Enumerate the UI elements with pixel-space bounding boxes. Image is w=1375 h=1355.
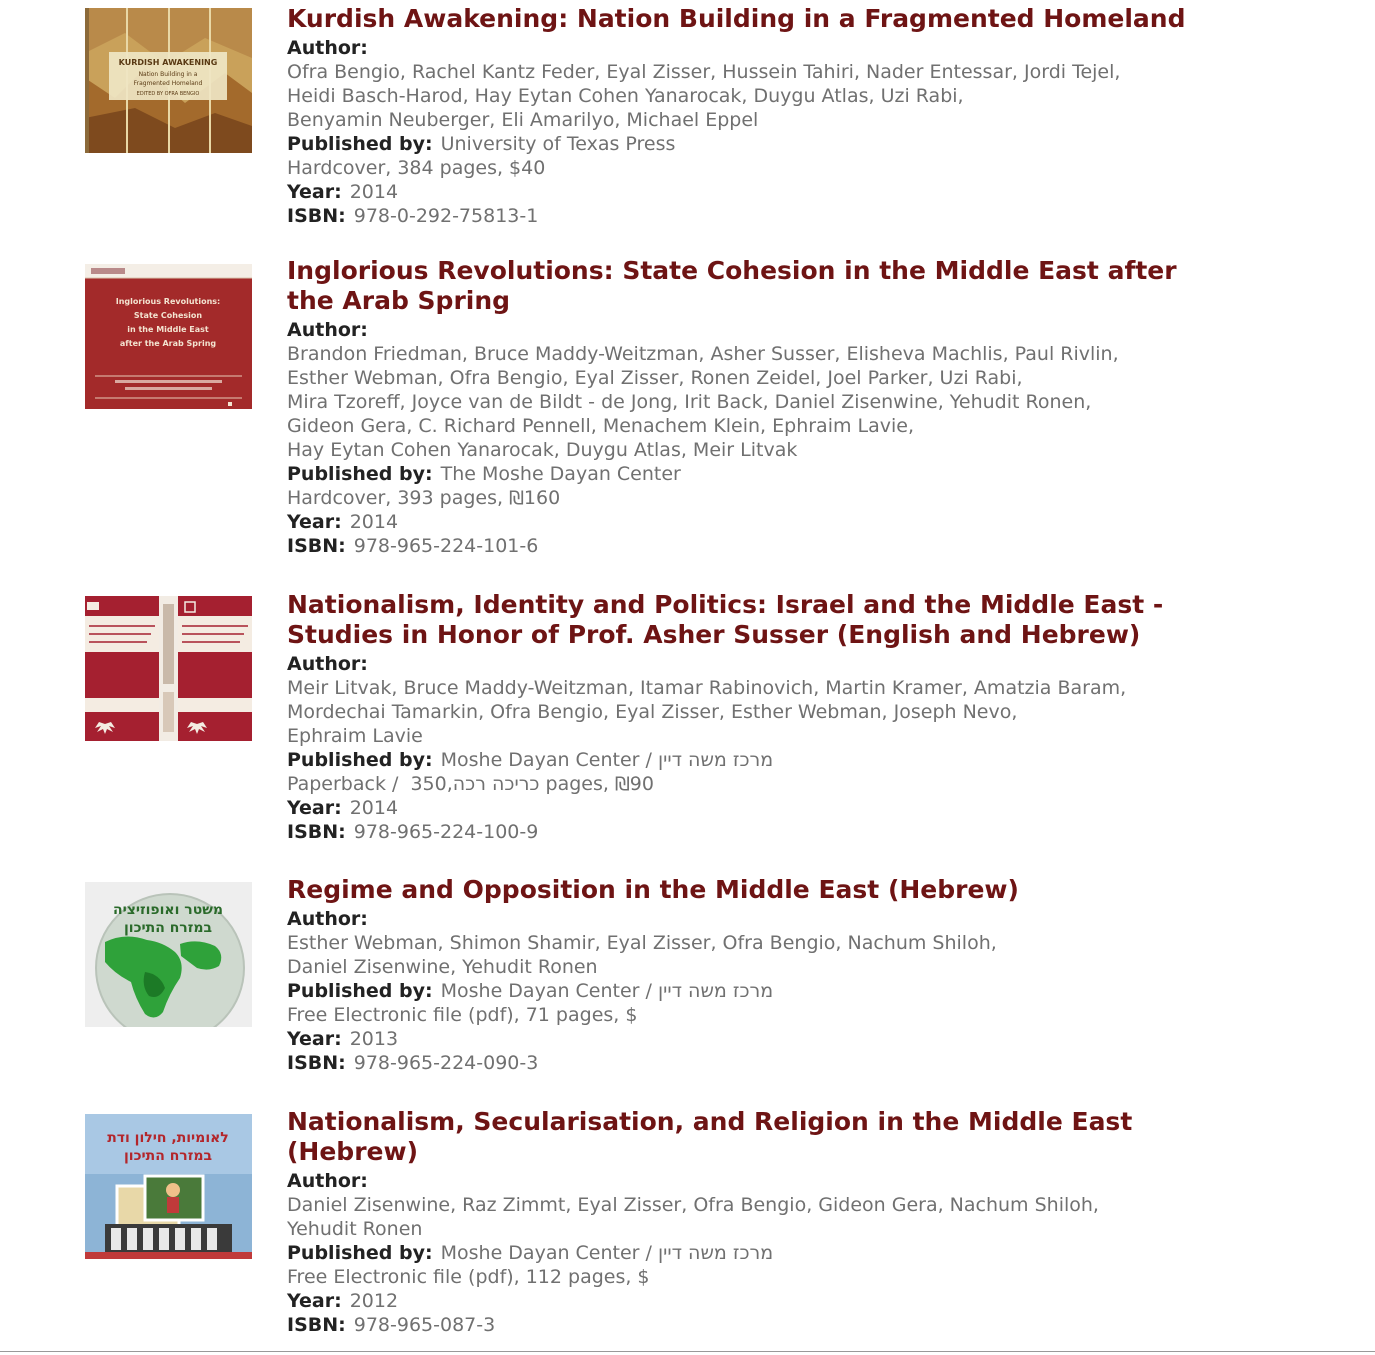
book-cover-image[interactable] xyxy=(85,596,252,741)
price-value: $ xyxy=(637,1266,650,1288)
cover-text: משטר ואופוזיציה xyxy=(113,902,223,918)
author-line: Yehudit Ronen xyxy=(287,1218,423,1240)
cover-text: במזרח התיכון xyxy=(123,920,213,936)
price-value: $ xyxy=(625,1004,638,1026)
cover-text: after the Arab Spring xyxy=(119,339,217,348)
cover-text: Fragmented Homeland xyxy=(133,80,203,87)
cover-nationalism-identity-politics[interactable] xyxy=(85,596,252,741)
publisher-row xyxy=(287,1241,1287,1265)
isbn-value: 978-965-224-101-6 xyxy=(353,535,539,557)
pages-value: 350 pages, xyxy=(410,773,609,795)
publisher-row xyxy=(287,979,1287,1003)
author-label-row xyxy=(287,907,1287,931)
cover-text: במזרח התיכון xyxy=(123,1148,213,1164)
author-line: Mira Tzoreff, Joyce van de Bildt - de Jong, Irit Back, Daniel Zisenwine, Yehudit Ronen, xyxy=(287,391,1092,413)
year-label: Year: xyxy=(287,511,342,533)
author-line: Mordechai Tamarkin, Ofra Bengio, Eyal Zisser, Esther Webman, Joseph Nevo, xyxy=(287,701,1018,723)
year-label: Year: xyxy=(287,1028,342,1050)
publisher-value: The Moshe Dayan Center xyxy=(440,463,681,485)
year-value: 2012 xyxy=(349,1290,399,1312)
format-row xyxy=(287,1265,1287,1289)
publisher-row xyxy=(287,462,1287,486)
cover-regime-opposition[interactable] xyxy=(85,882,252,1027)
isbn-row xyxy=(287,1313,1287,1337)
author-line: Brandon Friedman, Bruce Maddy-Weitzman, Asher Susser, Elisheva Machlis, Paul Rivlin, xyxy=(287,343,1119,365)
author-label-row xyxy=(287,36,1287,60)
book-title-link[interactable] xyxy=(287,1107,1287,1167)
book-cover-image[interactable] xyxy=(85,8,252,153)
publisher-row xyxy=(287,748,1287,772)
isbn-value: 978-965-087-3 xyxy=(353,1314,496,1336)
author-line: Hay Eytan Cohen Yanarocak, Duygu Atlas, Meir Litvak xyxy=(287,439,798,461)
author-line: Gideon Gera, C. Richard Pennell, Menachem Klein, Ephraim Lavie, xyxy=(287,415,915,437)
author-line: Daniel Zisenwine, Raz Zimmt, Eyal Zisser, Ofra Bengio, Gideon Gera, Nachum Shiloh, xyxy=(287,1194,1099,1216)
isbn-label: ISBN: xyxy=(287,1314,346,1336)
book-details xyxy=(287,256,1287,558)
format-value: Free Electronic file (pdf), xyxy=(287,1004,520,1026)
cover-inglorious-revolutions[interactable] xyxy=(85,264,252,409)
cover-text: Inglorious Revolutions: xyxy=(115,297,221,306)
year-row xyxy=(287,180,1287,204)
author-label: Author: xyxy=(287,653,368,675)
author-label: Author: xyxy=(287,908,368,930)
title-line: the Arab Spring xyxy=(287,286,511,315)
price-value: $40 xyxy=(509,157,546,179)
format-row xyxy=(287,772,1287,796)
isbn-label: ISBN: xyxy=(287,205,346,227)
book-cover-image[interactable] xyxy=(85,264,252,409)
isbn-label: ISBN: xyxy=(287,535,346,557)
isbn-row xyxy=(287,204,1287,228)
author-line: Heidi Basch-Harod, Hay Eytan Cohen Yanarocak, Duygu Atlas, Uzi Rabi, xyxy=(287,85,964,107)
publisher-value: Moshe Dayan Center / מרכז משה דיין xyxy=(440,1242,774,1264)
year-row xyxy=(287,1289,1287,1313)
year-value: 2014 xyxy=(349,181,399,203)
publisher-value: University of Texas Press xyxy=(440,133,676,155)
title-line: Nationalism, Secularisation, and Religion in the Middle East xyxy=(287,1107,1133,1136)
book-title-link[interactable] xyxy=(287,590,1287,650)
pages-value: 71 pages, xyxy=(525,1004,620,1026)
cover-text: in the Middle East xyxy=(127,325,209,334)
publisher-value: Moshe Dayan Center / מרכז משה דיין xyxy=(440,749,774,771)
cover-text: לאומיות, חילון ודת xyxy=(107,1130,229,1146)
book-cover-image[interactable] xyxy=(85,882,252,1027)
year-row xyxy=(287,796,1287,820)
title-line: Nationalism, Identity and Politics: Israel and the Middle East - xyxy=(287,590,1164,619)
year-label: Year: xyxy=(287,181,342,203)
published-by-label: Published by: xyxy=(287,1242,433,1264)
author-label-row xyxy=(287,318,1287,342)
format-value: Free Electronic file (pdf), xyxy=(287,1266,520,1288)
pages-value: 112 pages, xyxy=(525,1266,632,1288)
title-line: (Hebrew) xyxy=(287,1137,419,1166)
isbn-row xyxy=(287,820,1287,844)
book-details xyxy=(287,1107,1287,1337)
format-row xyxy=(287,486,1287,510)
title-line: Studies in Honor of Prof. Asher Susser (English and Hebrew) xyxy=(287,620,1141,649)
book-details xyxy=(287,4,1287,228)
format-value: Paperback / כריכה רכה, xyxy=(287,773,540,795)
title-line: Inglorious Revolutions: State Cohesion in the Middle East after xyxy=(287,256,1177,285)
published-by-label: Published by: xyxy=(287,463,433,485)
year-value: 2014 xyxy=(349,511,399,533)
isbn-row xyxy=(287,534,1287,558)
author-line: Benyamin Neuberger, Eli Amarilyo, Michael Eppel xyxy=(287,109,759,131)
publisher-row xyxy=(287,132,1287,156)
book-title-link[interactable]: Kurdish Awakening: Nation Building in a Fragmented Homeland xyxy=(287,4,1186,33)
book-details xyxy=(287,590,1287,844)
book-title-link[interactable] xyxy=(287,256,1287,316)
published-by-label: Published by: xyxy=(287,749,433,771)
format-row xyxy=(287,1003,1287,1027)
price-value: ₪90 xyxy=(614,773,654,795)
bottom-divider xyxy=(0,1351,1375,1352)
published-by-label: Published by: xyxy=(287,133,433,155)
author-label: Author: xyxy=(287,1170,368,1192)
book-cover-image[interactable] xyxy=(85,1114,252,1259)
format-row xyxy=(287,156,1287,180)
isbn-value: 978-965-224-100-9 xyxy=(353,821,539,843)
format-value: Hardcover, xyxy=(287,487,392,509)
cover-text: State Cohesion xyxy=(133,311,203,320)
isbn-value: 978-965-224-090-3 xyxy=(353,1052,539,1074)
book-details xyxy=(287,875,1287,1075)
author-line: Daniel Zisenwine, Yehudit Ronen xyxy=(287,956,598,978)
cover-text: EDITED BY OFRA BENGIO xyxy=(136,91,200,97)
cover-text: Nation Building in a xyxy=(138,71,198,78)
year-label: Year: xyxy=(287,1290,342,1312)
author-line: Esther Webman, Ofra Bengio, Eyal Zisser, Ronen Zeidel, Joel Parker, Uzi Rabi, xyxy=(287,367,1023,389)
author-label-row xyxy=(287,652,1287,676)
pages-value: 393 pages, xyxy=(397,487,504,509)
author-label: Author: xyxy=(287,37,368,59)
pages-value: 384 pages, xyxy=(397,157,504,179)
isbn-label: ISBN: xyxy=(287,1052,346,1074)
isbn-row xyxy=(287,1051,1287,1075)
cover-text: KURDISH AWAKENING xyxy=(118,58,218,67)
author-label: Author: xyxy=(287,319,368,341)
book-title-link[interactable]: Regime and Opposition in the Middle East (Hebrew) xyxy=(287,875,1019,904)
price-value: ₪160 xyxy=(509,487,561,509)
format-value: Hardcover, xyxy=(287,157,392,179)
year-value: 2014 xyxy=(349,797,399,819)
author-line: Ephraim Lavie xyxy=(287,725,423,747)
isbn-value: 978-0-292-75813-1 xyxy=(353,205,539,227)
cover-kurdish-awakening[interactable] xyxy=(85,8,252,153)
year-value: 2013 xyxy=(349,1028,399,1050)
publisher-value: Moshe Dayan Center / מרכז משה דיין xyxy=(440,980,774,1002)
year-row xyxy=(287,1027,1287,1051)
author-line: Ofra Bengio, Rachel Kantz Feder, Eyal Zisser, Hussein Tahiri, Nader Entessar, Jordi Tejel, xyxy=(287,61,1121,83)
cover-nationalism-secularisation[interactable] xyxy=(85,1114,252,1259)
author-line: Meir Litvak, Bruce Maddy-Weitzman, Itamar Rabinovich, Martin Kramer, Amatzia Baram, xyxy=(287,677,1127,699)
author-label-row xyxy=(287,1169,1287,1193)
year-row xyxy=(287,510,1287,534)
year-label: Year: xyxy=(287,797,342,819)
isbn-label: ISBN: xyxy=(287,821,346,843)
published-by-label: Published by: xyxy=(287,980,433,1002)
author-line: Esther Webman, Shimon Shamir, Eyal Zisser, Ofra Bengio, Nachum Shiloh, xyxy=(287,932,997,954)
